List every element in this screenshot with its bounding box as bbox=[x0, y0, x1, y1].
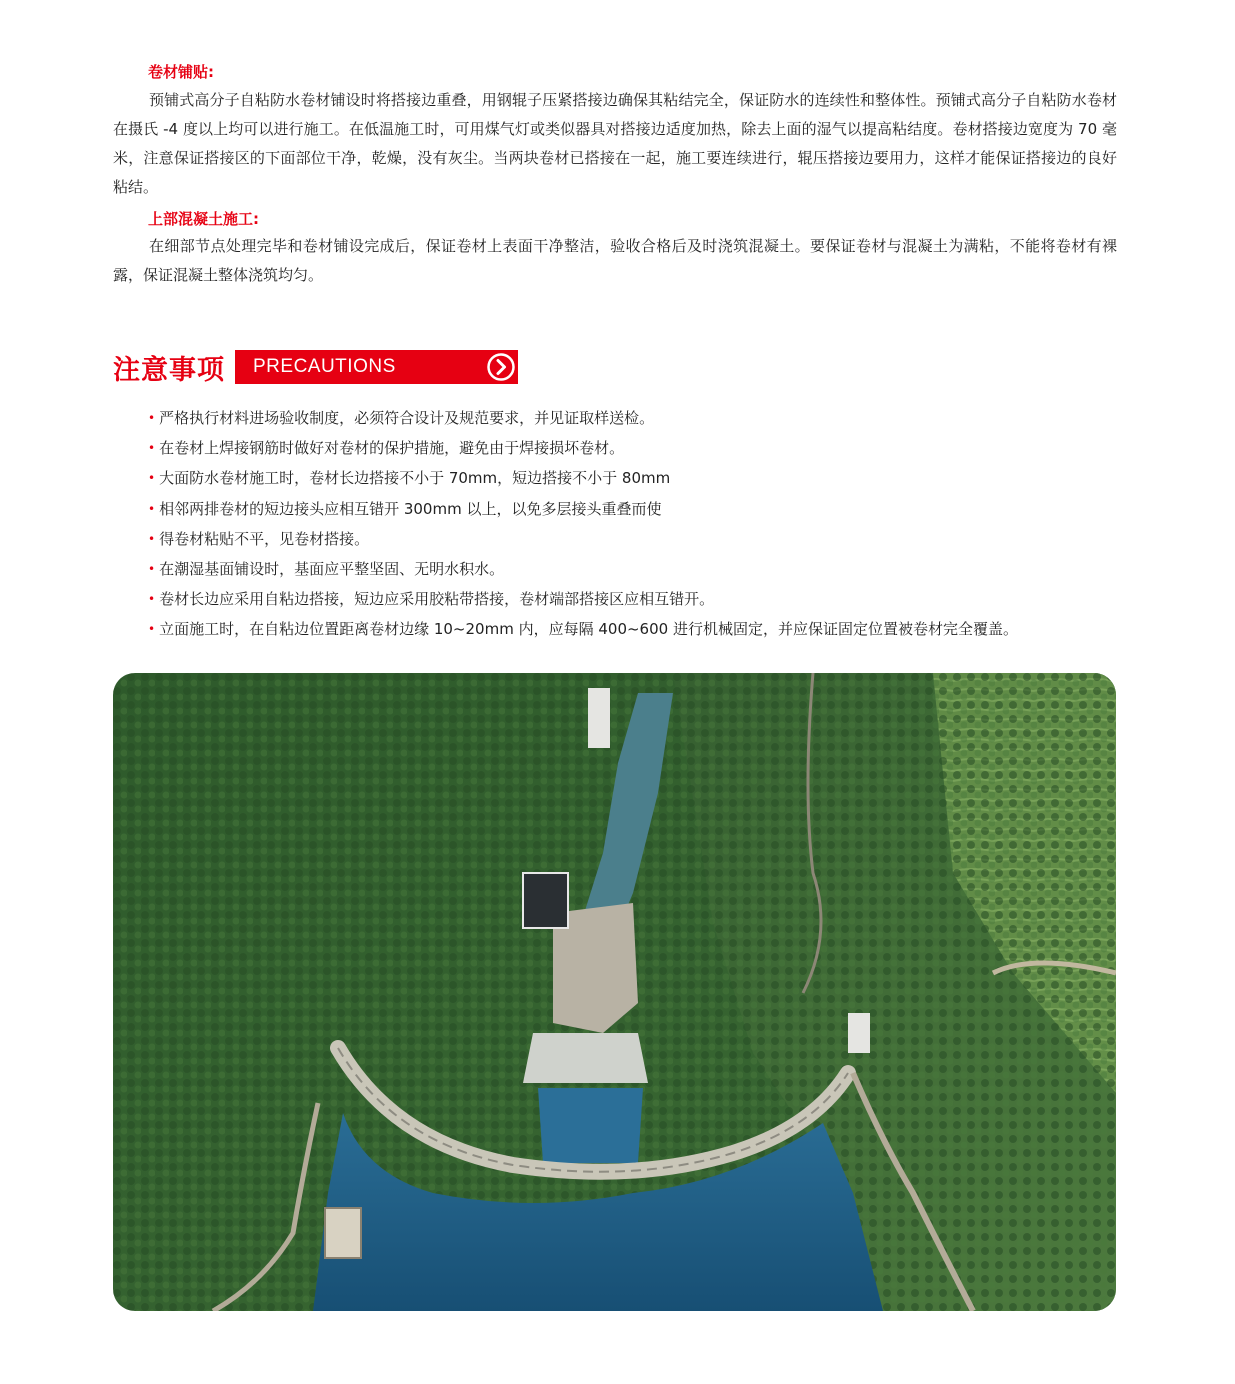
aerial-dam-icon bbox=[113, 673, 1116, 1311]
precautions-list bbox=[148, 404, 1018, 646]
precautions-banner bbox=[235, 350, 518, 384]
bullet-icon: • bbox=[148, 411, 156, 425]
paragraph-membrane-laying: 预铺式高分子自粘防水卷材铺设时将搭接边重叠，用钢辊子压紧搭接边确保其粘结完全，保证防水的连续性和整体性。预铺式高分子自粘防水卷材在摄氏 -4 度以上均可以进行施工。在低温施工时，可用煤气灯或类似器具对搭接边适度加热，除去上面的湿气以提高粘结度。卷材搭接边宽度为 70 毫米，注意保证搭接区的下面部位干净，乾燥，没有灰尘。当两块卷材已搭接在一起，施工要连续进行，辊压搭接边要用力，这样才能保证搭接边的良好粘结。 bbox=[113, 91, 1117, 196]
bullet-icon: • bbox=[148, 622, 156, 637]
bullet-icon: • bbox=[148, 501, 156, 516]
list-item bbox=[148, 404, 1018, 434]
bullet-icon: • bbox=[148, 441, 156, 456]
aerial-dam-photo bbox=[113, 673, 1116, 1311]
list-item bbox=[148, 495, 1018, 525]
list-item bbox=[148, 555, 1018, 585]
list-item bbox=[148, 615, 1018, 645]
precautions-title-en: PRECAUTIONS bbox=[253, 356, 396, 377]
list-item-text: 相邻两排卷材的短边接头应相互错开 300mm 以上，以免多层接头重叠而使 bbox=[159, 499, 662, 518]
list-item-text: 立面施工时，在自粘边位置距离卷材边缘 10~20mm 内，应每隔 400~600 进行机械固定，并应保证固定位置被卷材完全覆盖。 bbox=[159, 620, 1018, 639]
list-item bbox=[148, 464, 1018, 494]
list-item bbox=[148, 585, 1018, 615]
list-item-text: 卷材长边应采用自粘边搭接，短边应采用胶粘带搭接，卷材端部搭接区应相互错开。 bbox=[159, 590, 715, 609]
list-item bbox=[148, 434, 1018, 464]
list-item-text: 大面防水卷材施工时，卷材长边搭接不小于 70mm，短边搭接不小于 80mm bbox=[159, 469, 671, 488]
precautions-title: 注意事项 bbox=[113, 354, 225, 386]
section-heading-membrane-laying: 卷材铺贴: bbox=[148, 63, 214, 81]
list-item-text: 得卷材粘贴不平，见卷材搭接。 bbox=[159, 529, 370, 548]
bullet-icon: • bbox=[148, 531, 156, 546]
bullet-icon: • bbox=[148, 471, 156, 486]
section-heading-concrete: 上部混凝土施工: bbox=[148, 210, 259, 228]
precautions-header bbox=[113, 349, 518, 385]
list-item-text: 在潮湿基面铺设时，基面应平整坚固、无明水积水。 bbox=[159, 560, 505, 579]
list-item-text: 在卷材上焊接钢筋时做好对卷材的保护措施，避免由于焊接损坏卷材。 bbox=[159, 439, 625, 458]
list-item bbox=[148, 525, 1018, 555]
bullet-icon: • bbox=[148, 562, 156, 577]
circle-chevron-right-icon bbox=[486, 352, 516, 382]
paragraph-concrete: 在细部节点处理完毕和卷材铺设完成后，保证卷材上表面干净整洁，验收合格后及时浇筑混凝土。要保证卷材与混凝土为满粘，不能将卷材有裸露，保证混凝土整体浇筑均匀。 bbox=[113, 237, 1117, 284]
list-item-text: 严格执行材料进场验收制度，必须符合设计及规范要求，并见证取样送检。 bbox=[159, 409, 655, 427]
bullet-icon: • bbox=[148, 592, 156, 607]
